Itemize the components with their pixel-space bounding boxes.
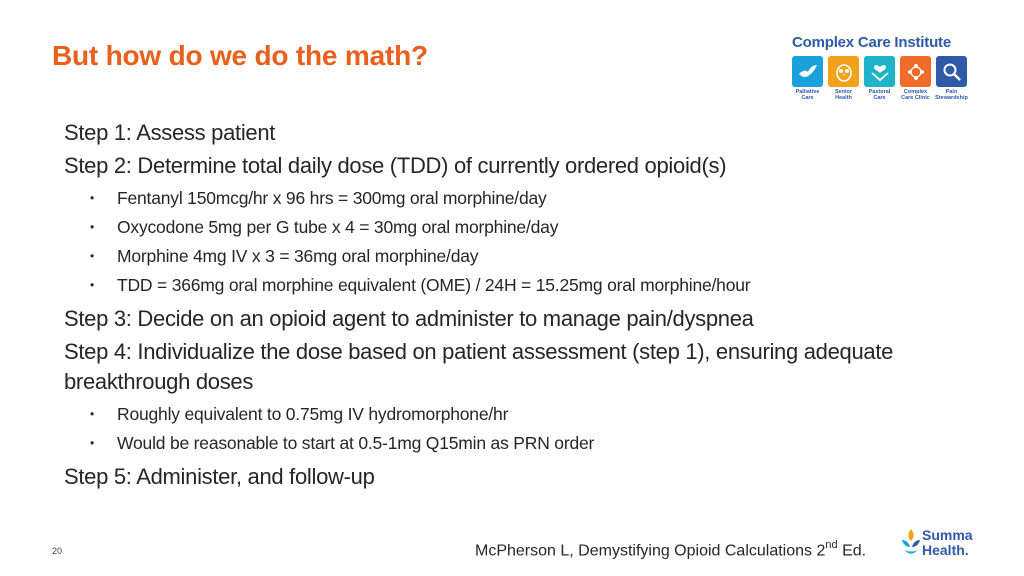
step-5: Step 5: Administer, and follow-up bbox=[64, 464, 375, 489]
citation: McPherson L, Demystifying Opioid Calculations 2nd Ed. bbox=[475, 539, 867, 560]
bullet-icon: • bbox=[90, 220, 95, 234]
slide-title: But how do we do the math? bbox=[52, 40, 428, 71]
list-item: • TDD = 366mg oral morphine equivalent (OME) / 24H = 15.25mg oral morphine/hour bbox=[64, 271, 984, 300]
logo-tile-pastoral: Pastoral Care bbox=[864, 56, 895, 101]
summa-flame-icon bbox=[900, 528, 922, 558]
bullet-icon: • bbox=[90, 191, 95, 205]
step-1: Step 1: Assess patient bbox=[64, 120, 276, 145]
list-item: • Fentanyl 150mcg/hr x 96 hrs = 300mg oral morphine/day bbox=[64, 184, 984, 213]
logo-tile-pain: Pain Stewardship bbox=[936, 56, 967, 101]
list-item: • Oxycodone 5mg per G tube x 4 = 30mg oral morphine/day bbox=[64, 213, 984, 242]
list-item: • Would be reasonable to start at 0.5-1mg Q15min as PRN order bbox=[64, 429, 984, 458]
logo-tile-complex-care: Complex Care Clinic bbox=[900, 56, 931, 101]
complex-care-institute-logo bbox=[788, 34, 978, 106]
bullet-icon: • bbox=[90, 278, 95, 292]
logo-tile-senior: Senior Health bbox=[828, 56, 859, 101]
summa-health-logo bbox=[900, 526, 990, 566]
bullet-icon: • bbox=[90, 407, 95, 421]
heart-hands-icon bbox=[864, 56, 895, 87]
step-4: Step 4: Individualize the dose based on patient assessment (step 1), ensuring adequate breakthrough doses bbox=[64, 339, 894, 394]
step-2-bullets bbox=[64, 184, 984, 300]
step-2: Step 2: Determine total daily dose (TDD) of currently ordered opioid(s) bbox=[64, 153, 727, 178]
magnifier-icon bbox=[936, 56, 967, 87]
list-item: • Morphine 4mg IV x 3 = 36mg oral morphine/day bbox=[64, 242, 984, 271]
owl-icon bbox=[828, 56, 859, 87]
page-number: 20 bbox=[52, 546, 63, 556]
summa-line-1: Summa bbox=[922, 527, 973, 543]
list-item: • Roughly equivalent to 0.75mg IV hydromorphone/hr bbox=[64, 400, 984, 429]
logo-title: Complex Care Institute bbox=[792, 34, 951, 51]
logo-tiles bbox=[792, 56, 967, 101]
step-3: Step 3: Decide on an opioid agent to administer to manage pain/dyspnea bbox=[64, 306, 754, 331]
bullet-icon: • bbox=[90, 436, 95, 450]
slide-content bbox=[64, 118, 984, 495]
summa-line-2: Health. bbox=[922, 542, 969, 558]
step-4-bullets bbox=[64, 400, 984, 458]
dove-icon bbox=[792, 56, 823, 87]
people-circle-icon bbox=[900, 56, 931, 87]
bullet-icon: • bbox=[90, 249, 95, 263]
logo-tile-palliative: Palliative Care bbox=[792, 56, 823, 101]
